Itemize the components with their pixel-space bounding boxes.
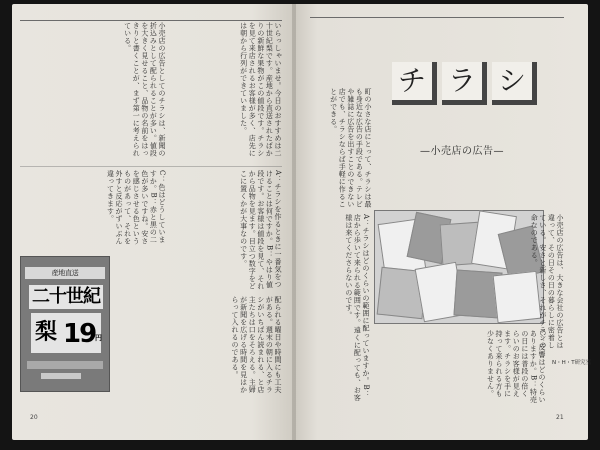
left-text-column-2: 小売店の広告としてのチラシは、新聞の折込みとして配られることが多い。値段を大きく見せること、品物の名前をはっきりと書くことが、まず第一に考えられている。 — [123, 22, 166, 157]
photo-strip — [27, 361, 103, 369]
left-text-column-3: A：チラシを作るときに一番気をつけることは何ですか。B：やはり値段です。お客様は値段を見て、それから品物を見ます。目立つ数字をどこに置くかが大事なのです。 — [239, 170, 282, 290]
right-text-column-2: A：チラシはどのくらいの範囲に配っていますか。B：店から歩いて来られる範囲です。遠くに配っても、お客様は来てくださらないのです。 — [344, 214, 370, 402]
left-mid-rule — [20, 166, 282, 167]
photo-price-block — [31, 313, 101, 353]
left-text-column-5: 配られる曜日や時間にも工夫がある。週末の朝に入るチラシがいちばん読まれる、と店主たちは口をそろえる。主婦が新聞を広げる時間を見はからって入れるのである。 — [231, 296, 282, 394]
flyer-9 — [493, 271, 542, 323]
photo-headline: 二十世紀 — [29, 285, 103, 309]
pear-ad-photo — [20, 256, 110, 392]
photo-product: 梨 — [35, 320, 58, 345]
photo-strip-small — [41, 373, 81, 379]
title-char-chi: チ — [392, 62, 437, 105]
title-char-shi: シ — [492, 62, 537, 105]
title-char-ra: ラ — [442, 62, 487, 105]
flyers-photo — [374, 210, 544, 324]
photo-price-unit: 円 — [95, 334, 102, 342]
left-top-rule — [20, 20, 282, 21]
photo-banner-text: 産地直送 — [25, 267, 105, 279]
right-page-number: 21 — [556, 414, 564, 421]
left-text-column-4: C：色はどうしていますか。B：赤と黒の二色が多いですね。安さを感じさせる色というものがあって、それを外すと反応がずいぶん違ってきます。 — [106, 170, 166, 245]
right-text-column-1: 町の小さな店にとって、チラシは最も身近な広告の手段である。テレビや雑誌に広告を出すことのできない店でも、チラシならば手軽に作ることができる。 — [329, 88, 372, 208]
left-page-number: 20 — [30, 414, 38, 421]
corner-label: N・H・T研究室 — [552, 360, 592, 366]
right-text-column-4: 小売店の広告は、大きな会社の広告とは違って、その日その日の暮らしに密着している。安さと新しさ、それがチラシの命なのである。 — [530, 214, 564, 349]
right-text-column-3: C：反響はどのくらいありますか。B：特売の日には普段の倍くらいのお客様が見えます。チラシを手に持って来られる方も少なくありません。 — [486, 330, 546, 404]
right-top-rule — [310, 17, 564, 18]
book-gutter — [292, 4, 296, 440]
left-text-column-1: いらっしゃいませ。今日のおすすめは二十世紀梨です。産地から直送されたばかりの新鮮な果物がこの値段です。チラシを見て来店されるお客様が多く、店先には朝から行列ができていました。 — [239, 22, 282, 157]
photo-price: 19 — [63, 319, 96, 349]
article-subtitle: —小売店の広告— — [420, 146, 504, 157]
